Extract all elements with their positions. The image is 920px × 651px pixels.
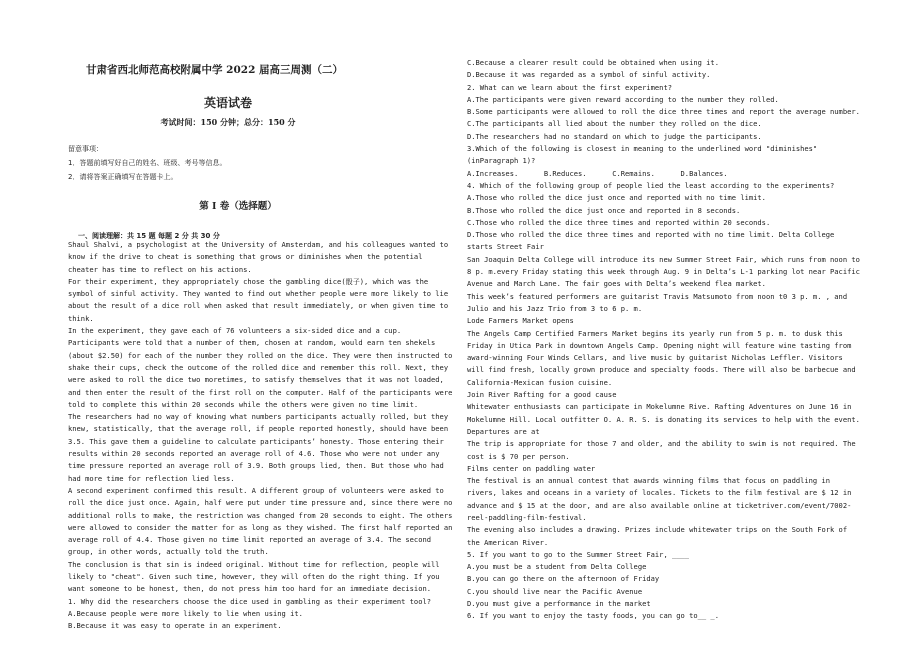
answer-option: A.The participants were given reward according to the number they rolled. [467, 94, 779, 104]
answer-option: B.Because it was easy to operate in an experiment. [68, 621, 282, 631]
question-stem: 1. Why did the researchers choose the dice used in gambling as their experiment tool? [68, 596, 432, 606]
left-column [68, 0, 454, 651]
answer-option: D.Those who rolled the dice three times and reported with no time limit. Delta College starts Street Fair [467, 230, 835, 252]
passage-paragraph: For their experiment, they appropriately chose the gambling dice(骰子), which was the symbol of sinful activity. They wanted to find out whether people were more likely to lie about the result of a dice roll when asked that result immediately, or when given time to think. [68, 276, 449, 323]
passage-paragraph: The researchers had no way of knowing what numbers participants actually rolled, but they knew, statistically, that the average roll, if people reported honestly, should have been 3.5. This gave them a guideline to calculate participants’ honesty. Those entering their results within 20 seconds reported an average roll of 4.6. Those who were not under any time pressure reported an average roll of 3.9. Both groups lied, then. But those who had had more time for reflection lied less. [68, 412, 449, 483]
answer-options-row: A.Increases. B.Reduces. C.Remains. D.Balances. [467, 168, 728, 178]
answer-option: B.Those who rolled the dice just once and reported in 8 seconds. [467, 205, 741, 215]
subject-title: 英语试卷 [203, 96, 252, 110]
right-column [467, 0, 863, 651]
answer-option: C.Because a clearer result could be obtained when using it. [467, 58, 719, 67]
question-stem: 4. Which of the following group of people lied the least according to the experiments? A.Those who rolled the dice just once and reported with no time limit. [467, 180, 835, 203]
passage-paragraph: A second experiment confirmed this result. A different group of volunteers were asked to roll the dice just once. Again, half were put under time pressure and, since there were no additional rolls to make, the restriction was changed from 20 seconds to eight. The others were allowed to consider the matter for as long as they wished. The first half reported an average roll of 4.4. Those given no time limit reported an average of 3.4. The second group, in other words, actually told the truth. [68, 485, 453, 557]
notes-item: 2．请将答案正确填写在答题卡上。 [68, 173, 178, 181]
passage-paragraph: The conclusion is that sin is indeed original. Without time for reflection, people will likely to "cheat". Given such time, however, they will often do the right thing. If you want someone to be honest, then, do not press him too hard for an immediate decision. [68, 559, 440, 594]
answer-option: D.The researchers had no standard on which to judge the participants. [467, 131, 762, 141]
section-title: 一、阅读理解：共 15 题 每题 2 分 共 30 分 [78, 232, 220, 240]
question-stem: 3.Which of the following is closest in meaning to the underlined word "diminishes"(inParagraph 1)? [467, 144, 818, 166]
passage-paragraph: The Angels Camp Certified Farmers Market begins its yearly run from 5 p. m. to dusk this Friday in Utica Park in downtown Angels Camp. Opening night will feature wine tasting from award-winning Four Winds Cellars, and live music by guitarist Nicholas Leffler. Visitors will find fresh, locally grown produce and specialty foods. There will also be barbecue and California-Mexican fusion cuisine. [467, 328, 856, 387]
passage-heading: Lode Farmers Market opens [467, 316, 574, 326]
notes-item: 1．答题前填写好自己的姓名、班级、考号等信息。 [68, 159, 227, 167]
answer-option: A.Because people were more likely to lie when using it. [68, 608, 303, 618]
answer-option: B.you can go there on the afternoon of Friday [467, 574, 660, 584]
passage-paragraph: The trip is appropriate for those 7 and older, and the ability to swim is not required. The cost is $ 70 per person. [467, 439, 856, 461]
part-title: 第 I 卷（选择题） [199, 201, 277, 212]
passage-paragraph: Shaul Shalvi, a psychologist at the University of Amsterdam, and his colleagues wanted to know if the drive to cheat is something that grows or diminishes when the potential cheater has time to reflect on his actions. [68, 240, 449, 274]
passage-heading: Join River Rafting for a good cause [467, 390, 617, 400]
passage-paragraph: This week’s featured performers are guitarist Travis Matsumoto from noon t0 3 p. m. , and Julio and his Jazz Trio from 3 to 6 p. m. [467, 291, 848, 313]
answer-option: C.The participants all lied about the number they rolled on the dice. [467, 119, 762, 129]
school-title: 甘肃省西北师范高校附属中学 2022 届高三周测（二） [86, 64, 344, 76]
passage-paragraph: The evening also includes a drawing. Prizes include whitewater trips on the South Fork of the American River. [467, 525, 848, 547]
passage-paragraph: Whitewater enthusiasts can participate in Mokelumne Rive. Rafting Adventures on June 16 in Mokelumne Hill. Local outfitter O. A. R. S. is donating its services to help with the event. Departures are at [467, 402, 860, 436]
answer-option: D.you must give a performance in the market [467, 599, 651, 609]
passage-heading: Films center on paddling water [467, 463, 596, 473]
answer-option: C.you should live near the Pacific Avenue [467, 586, 643, 596]
answer-option: C.Those who rolled the dice three times and reported within 20 seconds. [467, 217, 771, 227]
notes-title: 留意事项： [68, 145, 103, 153]
passage-paragraph: San Joaquin Delta College will introduce its new Summer Street Fair, which runs from noon to 8 p. m.every Friday stating this week through Aug. 9 in Delta’s L-1 parking lot near Pacific Avenue and March Lane. The fair goes with Delta’s weekend flea market. [467, 254, 860, 289]
answer-option: A.you must be a student from Delta College [467, 562, 647, 572]
passage-paragraph: The festival is an annual contest that awards winning films that focus on paddling in rivers, lakes and oceans in a variety of locales. Tickets to the film festival are $ 12 in advance and $ 15 at the door, and are also available online at ticketriver.com/event/7002-reel-paddling-film-festival. [467, 476, 852, 522]
passage-paragraph: In the experiment, they gave each of 76 volunteers a six-sided dice and a cup. Participants were told that a number of them, chosen at random, would earn ten shekels (about $2.50) for each of the number they rolled on the dice. They were then instructed to shake their cups, check the outcome of the rolled dice and remember this roll. Next, they were asked to roll the dice two moretimes, to satisfy themselves that it was not loaded, and then enter the result of the first roll on the computer. Half of the participants were told to complete this within 20 seconds while the others were given no time limit. [68, 326, 453, 409]
notes-block [68, 142, 448, 184]
answer-option: D.Because it was regarded as a symbol of sinful activity. [467, 70, 711, 80]
question-stem: 5. If you want to go to the Summer Street Fair, ____ [467, 549, 690, 559]
reading-passage [68, 239, 454, 633]
question-stem: 6. If you want to enjoy the tasty foods, you can go to__ _. [467, 611, 719, 621]
exam-time: 考试时间：150 分钟；总分：150 分 [160, 117, 296, 127]
question-stem: 2. What can we learn about the first experiment? [467, 82, 672, 92]
answer-option: B.Some participants were allowed to roll the dice three times and report the average number. [467, 107, 860, 117]
right-column-text [467, 57, 863, 623]
